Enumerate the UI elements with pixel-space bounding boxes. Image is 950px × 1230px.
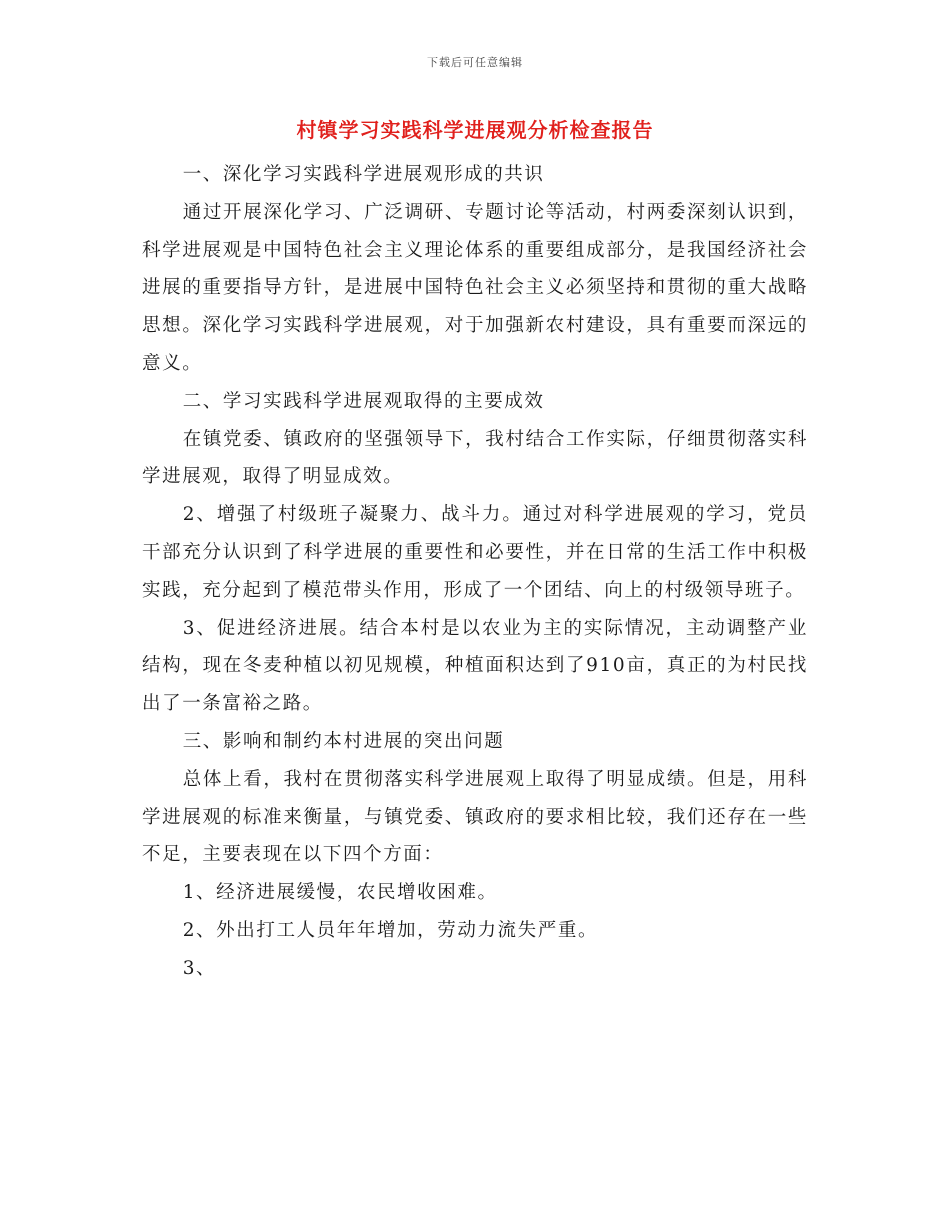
list-item: 3、 [182,957,217,979]
list-item: 1、经济进展缓慢，农民增收困难。 [182,882,498,904]
header-note: 下载后可任意编辑 [427,56,523,69]
document-body [142,156,808,988]
section-heading-1: 一、深化学习实践科学进展观形成的共识 [182,164,545,185]
section-heading-3: 三、影响和制约本村进展的突出问题 [182,730,505,752]
body-paragraph: 2、增强了村级班子凝聚力、战斗力。通过对科学进展观的学习，党员干部充分认识到了科学进展的重要性和必要性，并在日常的生活工作中积极实践，充分起到了模范带头作用，形成了一个团结、向上的村级领导班子。 [142,504,808,601]
body-paragraph: 3、促进经济进展。结合本村是以农业为主的实际情况，主动调整产业结构，现在冬麦种植以初见规模，种植面积达到了910亩，真正的为村民找出了一条富裕之路。 [142,617,808,715]
document-title: 村镇学习实践科学进展观分析检查报告 [296,118,654,142]
list-item: 2、外出打工人员年年增加，劳动力流失严重。 [182,919,599,941]
section-heading-2: 二、学习实践科学进展观取得的主要成效 [182,390,545,412]
body-paragraph: 在镇党委、镇政府的坚强领导下，我村结合工作实际，仔细贯彻落实科学进展观，取得了明显成效。 [142,428,808,488]
body-paragraph: 总体上看，我村在贯彻落实科学进展观上取得了明显成绩。但是，用科学进展观的标准来衡量，与镇党委、镇政府的要求相比较，我们还存在一些不足，主要表现在以下四个方面： [142,768,808,866]
body-paragraph: 通过开展深化学习、广泛调研、专题讨论等活动，村两委深刻认识到，科学进展观是中国特色社会主义理论体系的重要组成部分，是我国经济社会进展的重要指导方针，是进展中国特色社会主义必须坚持和贯彻的重大战略思想。深化学习实践科学进展观，对于加强新农村建设，具有重要而深远的意义。 [142,201,808,374]
